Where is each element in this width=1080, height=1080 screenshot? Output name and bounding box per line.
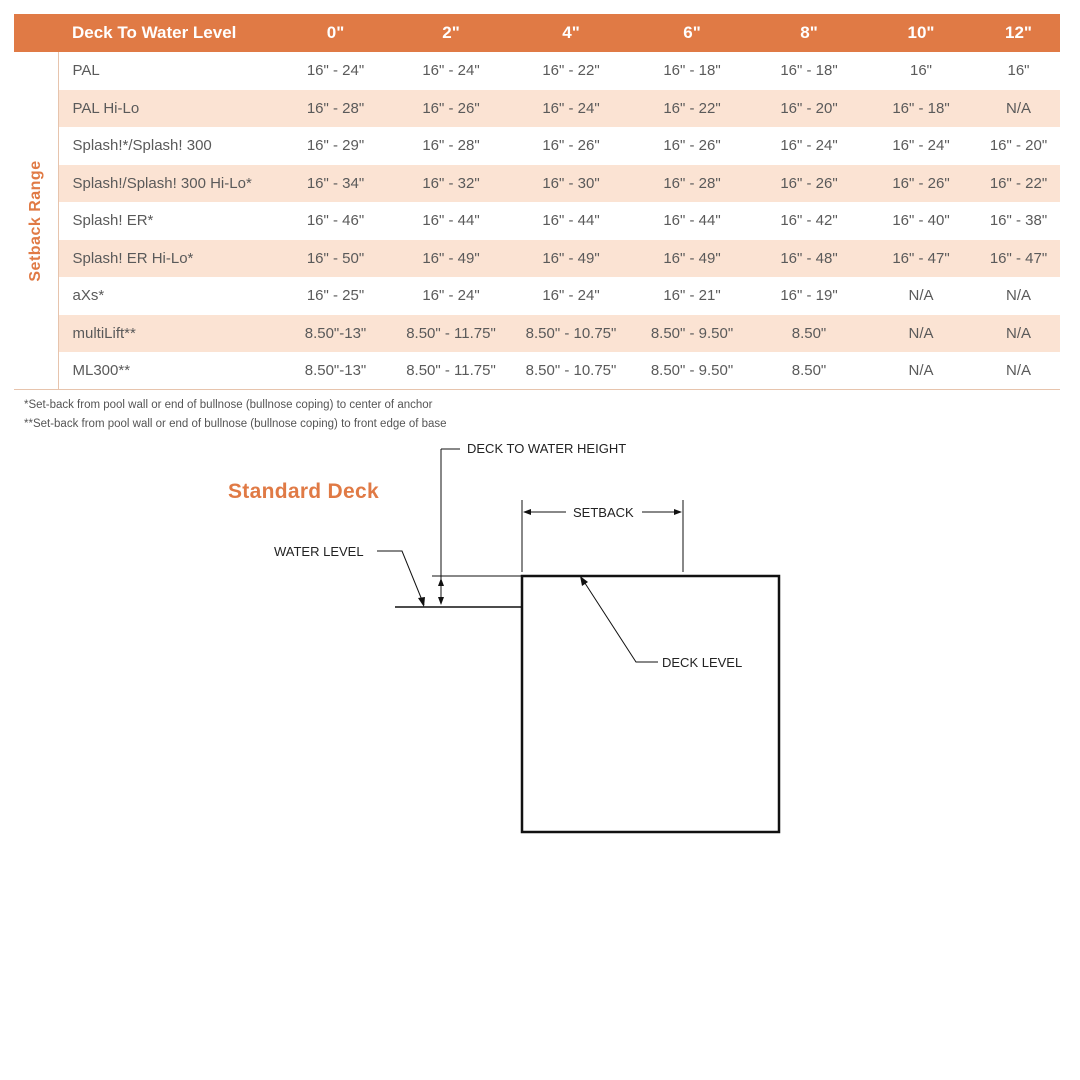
table-cell: 16" - 47" (892, 249, 950, 267)
model-name: ML300** (72, 362, 131, 379)
model-name: Splash!*/Splash! 300 (72, 137, 212, 155)
water-level-arrow (418, 597, 425, 607)
height-arrow-bottom (438, 597, 444, 605)
table-cell: 16" - 44" (663, 212, 721, 230)
table-cell: 8.50"-13" (304, 362, 367, 379)
table-cell: 16" - 28" (422, 137, 480, 155)
water-level-leader (377, 551, 424, 605)
table-cell: 16" - 40" (892, 212, 950, 230)
table-cell: 8.50" - 10.75" (525, 324, 617, 342)
deck-to-water-height-label: DECK TO WATER HEIGHT (467, 441, 627, 456)
table-cell: 16" - 26" (780, 174, 838, 192)
table-cell: 16" - 25" (306, 287, 365, 305)
table-cell: 16" - 24" (422, 62, 480, 80)
table-cell: 16" - 22" (542, 62, 600, 80)
height-arrow-top (438, 578, 444, 586)
column-header: 0" (326, 23, 345, 42)
column-header: 12" (1005, 23, 1032, 42)
table-cell: 8.50" - 10.75" (525, 362, 617, 379)
table-cell: 16" - 28" (306, 99, 365, 117)
table-cell: 16" - 18" (663, 62, 721, 80)
setback-arrow-right (674, 509, 682, 515)
table-cell: 16" - 24" (422, 287, 480, 305)
column-header: 6" (683, 23, 701, 42)
table-cell: 16" (909, 62, 932, 80)
table-cell: 8.50" - 11.75" (406, 362, 496, 379)
table-cell: 16" (1007, 62, 1030, 80)
setback-label: SETBACK (573, 505, 634, 520)
table-cell: 16" - 26" (892, 174, 950, 192)
table-cell: 16" - 49" (663, 249, 721, 267)
model-name: PAL Hi-Lo (72, 99, 140, 117)
column-header: 2" (442, 23, 460, 42)
table-cell: 16" - 38" (989, 212, 1048, 230)
header-deck-to-water-label: Deck To Water Level (72, 23, 237, 42)
table-cell: 8.50" - 11.75" (406, 324, 496, 342)
table-cell: 16" - 46" (306, 212, 365, 230)
table-cell: 16" - 22" (663, 99, 721, 117)
diagram-title: Standard Deck (228, 480, 379, 503)
model-name: Splash! ER Hi-Lo* (72, 249, 194, 267)
table-cell: N/A (908, 362, 934, 379)
table-cell: 16" - 47" (989, 249, 1048, 267)
table-cell: 8.50"-13" (304, 324, 367, 342)
model-name: Splash! ER* (72, 212, 154, 230)
table-cell: 16" - 22" (989, 174, 1048, 192)
table-cell: 16" - 18" (780, 62, 838, 80)
model-name: PAL (72, 62, 100, 80)
table-cell: N/A (908, 324, 934, 342)
table-cell: 16" - 19" (780, 287, 838, 305)
model-name: aXs* (72, 287, 105, 305)
footnote-anchor: *Set-back from pool wall or end of bullnose (bullnose coping) to center of anchor (24, 399, 433, 411)
table-cell: 16" - 20" (989, 137, 1048, 155)
setback-range-label: Setback Range (26, 159, 44, 282)
table-cell: 16" - 18" (892, 99, 950, 117)
deck-level-leader (581, 577, 658, 662)
table-cell: 16" - 30" (542, 174, 600, 192)
table-cell: 16" - 26" (542, 137, 600, 155)
column-header: 4" (562, 23, 580, 42)
table-cell: 16" - 34" (306, 174, 365, 192)
table-cell: 16" - 24" (892, 137, 950, 155)
table-cell: 16" - 50" (306, 249, 365, 267)
table-cell: 16" - 42" (780, 212, 838, 230)
table-cell: 16" - 28" (663, 174, 721, 192)
table-cell: N/A (1005, 324, 1031, 342)
table-cell: 16" - 44" (422, 212, 480, 230)
table-cell: 16" - 48" (780, 249, 838, 267)
table-cell: 16" - 21" (663, 287, 721, 305)
table-cell: N/A (1005, 99, 1031, 117)
table-cell: 16" - 29" (306, 137, 365, 155)
table-cell: 16" - 49" (542, 249, 600, 267)
table-cell: 16" - 24" (780, 137, 838, 155)
setback-arrow-left (523, 509, 531, 515)
table-cell: 8.50" - 9.50" (650, 362, 734, 379)
table-cell: N/A (1005, 287, 1031, 305)
table-cell: 16" - 24" (542, 287, 600, 305)
table-cell: 16" - 32" (422, 174, 480, 192)
table-cell: 16" - 26" (663, 137, 721, 155)
table-cell: 8.50" - 9.50" (650, 324, 734, 342)
column-header: 10" (907, 23, 935, 42)
footnote-base: **Set-back from pool wall or end of bullnose (bullnose coping) to front edge of base (24, 418, 447, 430)
model-name: multiLift** (72, 324, 136, 342)
deck-block (522, 576, 779, 832)
water-level-label: WATER LEVEL (274, 544, 364, 559)
table-cell: N/A (908, 287, 934, 305)
table-cell: 8.50" (791, 362, 827, 379)
table-cell: 8.50" (791, 324, 827, 342)
table-cell: 16" - 24" (542, 99, 600, 117)
column-header: 8" (800, 23, 818, 42)
table-cell: N/A (1005, 362, 1031, 379)
table-cell: 16" - 20" (780, 99, 838, 117)
table-cell: 16" - 24" (306, 62, 365, 80)
table-cell: 16" - 49" (422, 249, 480, 267)
model-name: Splash!/Splash! 300 Hi-Lo* (72, 174, 252, 192)
deck-level-label: DECK LEVEL (662, 655, 743, 670)
table-cell: 16" - 44" (542, 212, 600, 230)
deck-level-arrow (580, 576, 588, 586)
table-cell: 16" - 26" (422, 99, 480, 117)
